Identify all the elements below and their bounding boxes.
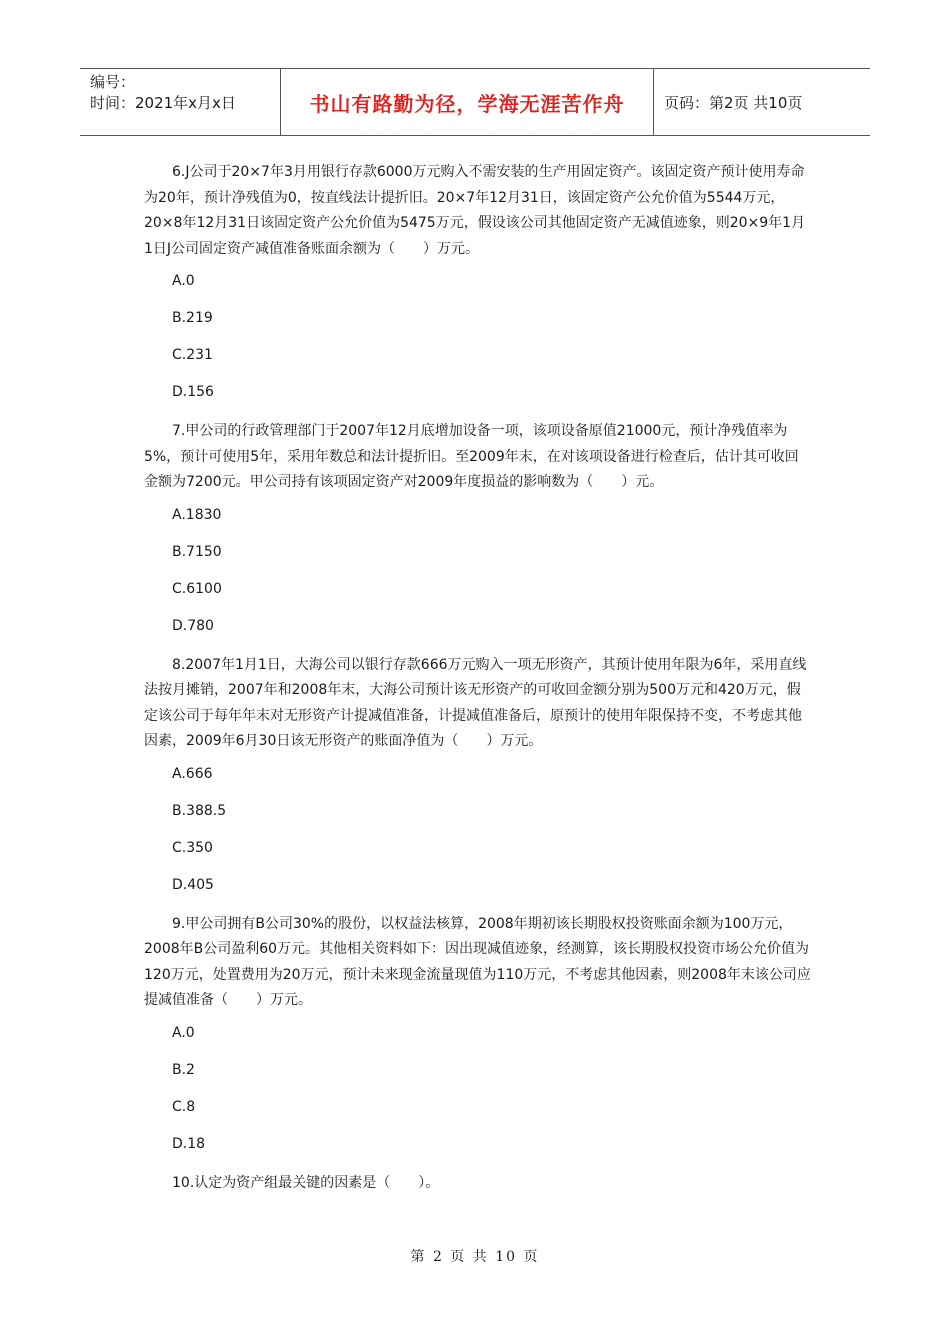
option-a: A.1830 — [172, 506, 222, 523]
option-a: A.666 — [172, 765, 213, 782]
question-text: 10.认定为资产组最关键的因素是（ ）。 — [172, 1174, 440, 1191]
question-text: 8.2007年1月1日，大海公司以银行存款666万元购入一项无形资产，其预计使用年限为6年，采用直线法按月摊销，2007年和2008年末，大海公司预计该无形资产的可收回金额分别为500万元和420万元，假定该公司于每年年末对无形资产计提减值准备，计提减值准备后，原预计的使用年限保持不变，不考虑其他因素，2009年6月30日该无形资产的账面净值为（ ）万元。 — [144, 656, 807, 749]
question-8 — [144, 653, 812, 895]
option-c: C.231 — [172, 347, 213, 363]
option-b: B.388.5 — [172, 802, 227, 819]
option-b: B.219 — [172, 310, 213, 326]
question-10 — [144, 1171, 812, 1197]
header-meta — [80, 69, 281, 135]
question-6 — [144, 160, 812, 402]
option-c: C.8 — [172, 1098, 196, 1115]
question-7 — [144, 419, 812, 636]
option-c: C.350 — [172, 839, 213, 856]
question-text: 9.甲公司拥有B公司30%的股份，以权益法核算，2008年期初该长期股权投资账面余额为100万元，2008年B公司盈利60万元。其他相关资料如下：因出现减值迹象，经测算，该长期股权投资市场公允价值为120万元，处置费用为20万元，预计未来现金流量现值为110万元，不考虑其他因素，则2008年末该公司应提减值准备（ ）万元。 — [144, 915, 811, 1008]
header-page-cell — [654, 69, 870, 135]
option-d: D.156 — [172, 384, 214, 400]
option-d: D.405 — [172, 876, 214, 893]
page-footer: 第 2 页 共 10 页 — [410, 1249, 540, 1265]
header-motto-cell — [281, 69, 654, 135]
document-date: 时间：2021年x月x日 — [90, 94, 236, 112]
question-list — [144, 160, 812, 1205]
option-a: A.0 — [172, 273, 195, 289]
option-b: B.7150 — [172, 543, 222, 560]
header-page-info: 页码：第2页 共10页 — [664, 93, 803, 112]
question-text: 7.甲公司的行政管理部门于2007年12月底增加设备一项，该项设备原值21000元，预计净残值率为5%，预计可使用5年，采用年数总和法计提折旧。至2009年末，在对该项设备进行检查后，估计其可收回金额为7200元。甲公司持有该项固定资产对2009年度损益的影响数为（ ）元。 — [144, 423, 799, 490]
question-text: 6.J公司于20×7年3月用银行存款6000万元购入不需安装的生产用固定资产。该固定资产预计使用寿命为20年，预计净残值为0，按直线法计提折旧。20×7年12月31日，该固定资产公允价值为5544万元，20×8年12月31日该固定资产公允价值为5475万元，假设该公司其他固定资产无减值迹象，则20×9年1月1日J公司固定资产减值准备账面余额为（ ）万元。 — [144, 164, 806, 257]
option-c: C.6100 — [172, 580, 222, 597]
question-9 — [144, 912, 812, 1154]
option-d: D.780 — [172, 617, 214, 634]
option-b: B.2 — [172, 1061, 195, 1078]
option-d: D.18 — [172, 1135, 206, 1152]
page-header — [80, 68, 870, 136]
option-a: A.0 — [172, 1024, 195, 1041]
document-number-label: 编号： — [90, 73, 136, 91]
header-motto: 书山有路勤为径，学海无涯苦作舟 — [309, 91, 625, 116]
